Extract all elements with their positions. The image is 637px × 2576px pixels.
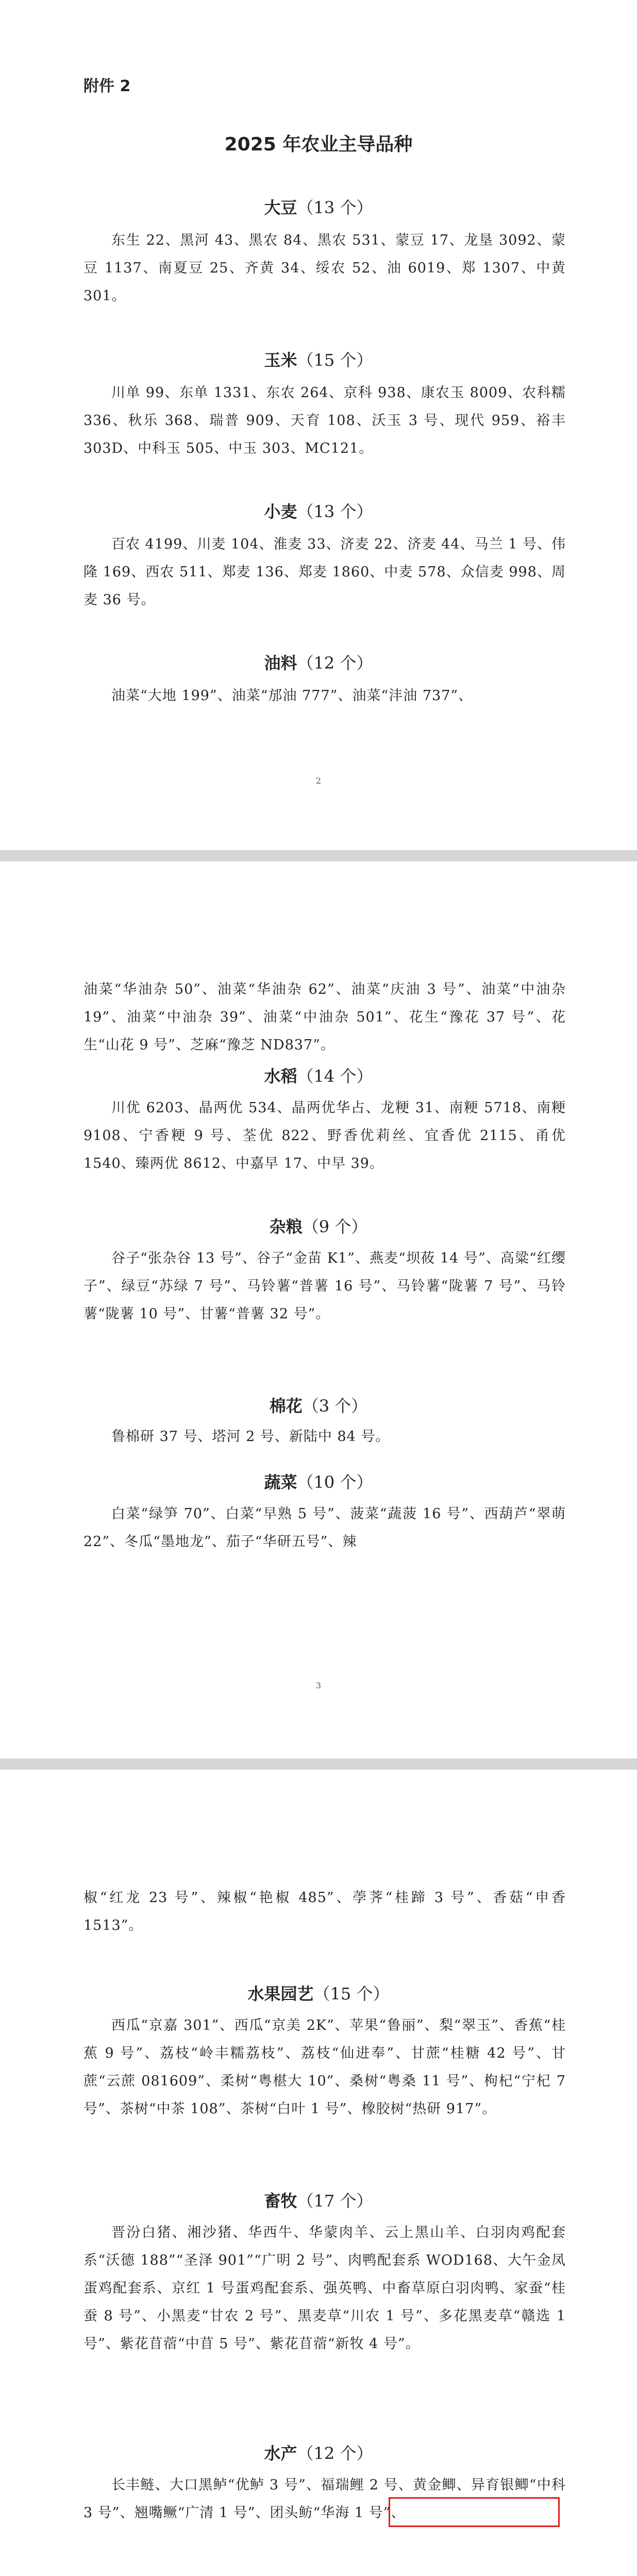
section-heading-horticulture [0, 1983, 637, 2005]
section-heading-cotton [0, 1395, 637, 1417]
section-count: （13 个） [297, 502, 373, 521]
section-category: 水产 [264, 2444, 297, 2463]
section-category: 大豆 [264, 198, 297, 217]
section-heading-rice [0, 1065, 637, 1087]
attachment-label: 附件 2 [83, 77, 131, 95]
section-heading-aquatic [0, 2443, 637, 2464]
section-count: （10 个） [297, 1472, 373, 1492]
aquatic-text-after: 、 [391, 2505, 406, 2521]
page-number: 3 [315, 1681, 322, 1690]
aquatic-text-before: 长丰鲢、大口黑鲈“优鲈 3 号”、福瑞鲤 2 号、黄金鲫、异育银鲫“中科 3 号”、翘嘴鳜“广清 1 号”、 [83, 2477, 566, 2521]
section-category: 玉米 [264, 350, 297, 370]
page-number: 2 [315, 776, 322, 786]
section-heading-oilseed [0, 652, 637, 674]
section-count: （3 个） [302, 1396, 368, 1416]
highlight-box [389, 2497, 560, 2527]
section-category: 小麦 [264, 502, 297, 521]
section-text-rice: 川优 6203、晶两优 534、晶两优华占、龙粳 31、南粳 5718、南粳 9108、宁香粳 9 号、荃优 822、野香优莉丝、宜香优 2115、甬优 1540、臻两优 8612、中嘉早 17、中早 39。 [83, 1100, 566, 1172]
section-category: 油料 [264, 653, 297, 673]
document-page-3 [0, 1770, 637, 2576]
section-heading-corn [0, 349, 637, 371]
section-category: 水果园艺 [247, 1984, 314, 2004]
section-heading-grains [0, 1216, 637, 1238]
section-count: （12 个） [297, 653, 373, 673]
section-category: 畜牧 [264, 2191, 297, 2211]
section-category: 蔬菜 [264, 1472, 297, 1492]
section-heading-wheat [0, 501, 637, 522]
continuation-text: 椒“红龙 23 号”、辣椒“艳椒 485”、荸荠“桂蹄 3 号”、香菇“申香 1513”。 [83, 1890, 566, 1934]
section-count: （12 个） [297, 2444, 373, 2463]
section-count: （9 个） [302, 1217, 368, 1236]
page-separator [0, 850, 637, 861]
section-heading-soybean [0, 197, 637, 218]
section-category: 棉花 [269, 1396, 303, 1416]
section-category: 杂粮 [269, 1217, 303, 1236]
section-text-corn: 川单 99、东单 1331、东农 264、京科 938、康农玉 8009、农科糯 336、秋乐 368、瑞普 909、天育 108、沃玉 3 号、现代 959、裕丰 303D、中科玉 505、中玉 303、MC121。 [83, 385, 566, 456]
document-page-1 [0, 0, 637, 850]
document-page-2 [0, 861, 637, 1758]
section-count: （15 个） [313, 1984, 390, 2004]
page-separator [0, 1758, 637, 1770]
section-count: （14 个） [297, 1066, 373, 1086]
section-text-soybean: 东生 22、黑河 43、黑农 84、黑农 531、蒙豆 17、龙垦 3092、蒙豆 1137、南夏豆 25、齐黄 34、绥农 52、油 6019、郑 1307、中黄 301。 [83, 232, 566, 304]
highlighted-variety: 团头鲂“华海 1 号” [270, 2505, 391, 2521]
section-text-vegetables: 白菜“绿笋 70”、白菜“早熟 5 号”、菠菜“蔬菠 16 号”、西葫芦“翠萌 22”、冬瓜“墨地龙”、茄子“华研五号”、辣 [83, 1506, 566, 1550]
section-text-oilseed: 油菜“大地 199”、油菜“邡油 777”、油菜“沣油 737”、 [111, 688, 473, 704]
section-count: （17 个） [297, 2191, 373, 2211]
section-category: 水稻 [264, 1066, 297, 1086]
section-text-grains: 谷子“张杂谷 13 号”、谷子“金苗 K1”、燕麦“坝莜 14 号”、高粱“红缨子”、绿豆“苏绿 7 号”、马铃薯“普薯 16 号”、马铃薯“陇薯 7 号”、马铃薯“陇薯 10 号”、甘薯“普薯 32 号”。 [83, 1250, 566, 1322]
section-heading-vegetables [0, 1471, 637, 1493]
section-text-wheat: 百农 4199、川麦 104、淮麦 33、济麦 22、济麦 44、马兰 1 号、伟隆 169、西农 511、郑麦 136、郑麦 1860、中麦 578、众信麦 998、周麦 36 号。 [83, 536, 566, 608]
section-count: （13 个） [297, 198, 373, 217]
continuation-text: 油菜“华油杂 50”、油菜“华油杂 62”、油菜“庆油 3 号”、油菜“中油杂 19”、油菜“中油杂 39”、油菜“中油杂 501”、花生“豫花 37 号”、花生“山花 9 号”、芝麻“豫芝 ND837”。 [83, 981, 566, 1053]
document-title: 2025 年农业主导品种 [224, 134, 413, 155]
section-text-cotton: 鲁棉研 37 号、塔河 2 号、新陆中 84 号。 [111, 1429, 390, 1445]
section-heading-livestock [0, 2190, 637, 2212]
section-count: （15 个） [297, 350, 373, 370]
section-text-horticulture: 西瓜“京嘉 301”、西瓜“京美 2K”、苹果“鲁丽”、梨“翠玉”、香蕉“桂蕉 9 号”、荔枝“岭丰糯荔枝”、荔枝“仙进奉”、甘蔗“桂糖 42 号”、甘蔗“云蔗 081609”、柔树“粤椹大 10”、桑树“粤桑 11 号”、枸杞“宁杞 7 号”、茶树“中茶 108”、茶树“白叶 1 号”、橡胶树“热研 917”。 [83, 2018, 566, 2117]
section-text-livestock: 晋汾白猪、湘沙猪、华西牛、华蒙肉羊、云上黑山羊、白羽肉鸡配套系“沃德 188”“圣泽 901”“广明 2 号”、肉鸭配套系 WOD168、大午金凤蛋鸡配套系、京红 1 号蛋鸡配套系、强英鸭、中畜草原白羽肉鸭、家蚕“桂蚕 8 号”、小黑麦“甘农 2 号”、黑麦草“川农 1 号”、多花黑麦草“赣选 1 号”、紫花苜蓿“中苜 5 号”、紫花苜蓿“新牧 4 号”。 [83, 2225, 566, 2352]
